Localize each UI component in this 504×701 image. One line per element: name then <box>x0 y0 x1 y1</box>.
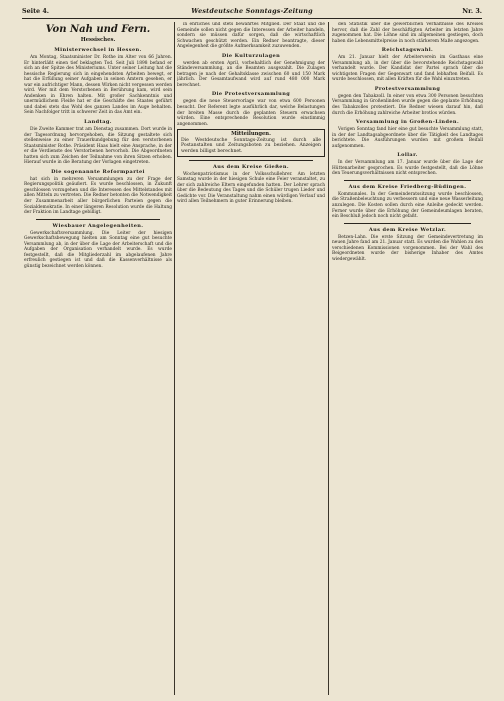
article-heading: Landtag. <box>84 119 112 126</box>
article-text: gegen den Tabakzoll. In einer von etwa 300 Personen besuchten Versammlung in Großenlinden wurde gegen die geplante Erhöhung des Tabakzolles protestiert. Die Redner wiesen darauf hin, daß durch die Erhöhung zahlreiche Arbeiter brotlos würden. <box>332 93 483 116</box>
article-heading: Lollar. <box>397 152 418 159</box>
column-divider-2 <box>328 22 329 695</box>
article-text: Wochenpatriotismus in der Volksschullehrer. Am letzten Samstag wurde in der hiesigen Schule eine Feier veranstaltet, zu der sich zahlreiche Eltern eingefunden hatten. Der Lehrer sprach über die Bedeutung des Tages und die Schüler trugen Lieder und Gedichte vor. Die Veranstaltung nahm einen würdigen Verlauf und wird allen Teilnehmern in guter Erinnerung bleiben. <box>177 171 325 205</box>
article-text: Am 21. Januar hielt der Arbeiterverein im Gasthaus eine Versammlung ab, in der über die bevorstehende Reichstagswahl verhandelt wurde. Der Kandidat der Partei sprach über die wichtigsten Fragen der Gegenwart und fand lebhaften Beifall. Es wurde beschlossen, mit allen Kräften für die Wahl einzutreten. <box>332 55 483 83</box>
issue-number: Nr. 3. <box>462 7 482 15</box>
article-text: Am Montag, Staatsminister Dr. Rothe im Alter von 66 Jahren. Er hinterläßt einen tief beklagten Tod. Seit Juli 1898 befand er sich an der Spitze des Ministeriums. Unter seiner Leitung hat die hessische Regierung sich in eingehendsten Arbeiten bewegt, er hat die Erfüllung seiner Aufgaben in seinen Ämtern gesehen, er war ein aufrichtiger Mann, dessen Wirken nicht vergessen werden wird. Wer mit dem Verstorbenen in Berührung kam, wird sein Andenken in Ehren halten. Mit großer Sachkenntnis und unermüdlichem Fleiße hat er die Geschäfte des Staates geführt und dabei stets das Wohl des ganzen Landes im Auge behalten. Sein Nachfolger tritt in schwerer Zeit in das Amt ein. <box>24 55 172 116</box>
page-header <box>22 6 482 18</box>
article-heading: Aus dem Kreise Wetzlar. <box>368 226 447 233</box>
article-text: In der Versammlung am 17. Januar wurde über die Lage der Hüttenarbeiter gesprochen. Es wurde festgestellt, daß die Löhne den Teuerungsverhältnissen nicht entsprechen. <box>332 160 483 177</box>
article-text: Vorigen Sonntag fand hier eine gut besuchte Versammlung statt, in der der Landtagsabgeordnete über die Tätigkeit des Landtages berichtete. Die Ausführungen wurden mit großem Beifall aufgenommen. <box>332 127 483 149</box>
article-heading: Die Kulturzulagen <box>221 52 281 59</box>
article-text: werden ab ersten April, vorbehaltlich der Genehmigung der Ständeversammlung, an die Beamten ausgezahlt. Die Zulagen betragen je nach der Gehaltsklasse zwischen 60 und 150 Mark jährlich. Der Gesamtaufwand wird auf rund 480 000 Mark berechnet. <box>177 60 325 88</box>
article-separator <box>189 160 313 161</box>
article-text: Die Zweite Kammer trat am Dienstag zusammen. Dort wurde in der Tagesordnung hervorgehoben, die Sitzung gestaltete sich stellenweise zu einer Trauerkundgebung für den verstorbenen Staatsminister Rothe. Präsident Haas hielt eine Ansprache, in der er die Verdienste des Verstorbenen hervorhob. Die Abgeordneten hatten sich zum Zeichen der Teilnahme von ihren Sitzen erhoben. Hierauf wurde in die Beratung der Vorlagen eingetreten. <box>24 127 172 166</box>
article-text: in ehrliches und stets bewährtes Mitglied. Der Staat und die Gemeinde sollen nicht gegen die Interessen der Arbeiter handeln, sondern sie müssen dafür sorgen, daß die wirtschaftlich Schwachen geschützt werden. Ein Redner beantragte, dieser Angelegenheit die größte Aufmerksamkeit zuzuwenden. <box>177 22 325 50</box>
newspaper-name: Westdeutsche Sonntags-Zeitung <box>191 7 313 15</box>
article-text: hat sich in mehreren Versammlungen zu der Frage der Regierungspolitik geäußert. Es wurde beschlossen, in Zukunft geschlossen vorzugehen und die Interessen des Mittelstandes mit allen Mitteln zu vertreten. Die Redner betonten die Notwendigkeit der Zusammenarbeit aller bürgerlichen Parteien gegen die Sozialdemokratie. In einer längeren Resolution wurde die Haltung der Fraktion im Landtage gebilligt. <box>24 176 172 216</box>
notice-box <box>177 129 325 156</box>
article-heading: Die sogenannte Reformpartei <box>51 168 145 175</box>
article-heading: Die Protestversammlung <box>211 91 291 98</box>
article-separator <box>344 180 471 181</box>
article-separator <box>344 223 471 224</box>
article-text: den Statistik über die gewerblichen Verhältnisse des Kreises hervor, daß die Zahl der beschäftigten Arbeiter im letzten Jahre zugenommen hat. Die Löhne sind im allgemeinen gestiegen, doch haben die Lebensmittelpreise in noch stärkerem Maße angezogen. <box>332 22 483 44</box>
article-heading: Ministerwechsel in Hessen. <box>54 47 142 53</box>
header-divider <box>22 18 482 19</box>
article-text: Kommunales. In der Gemeinderatssitzung wurde beschlossen, die Straßenbeleuchtung zu verbessern und eine neue Wasserleitung anzulegen. Die Kosten sollen durch eine Anleihe gedeckt werden. Ferner wurde über die Erhöhung der Gemeindeumlagen beraten, ein Beschluß jedoch noch nicht gefaßt. <box>332 191 483 220</box>
section-title: Von Nah und Fern. <box>45 24 151 35</box>
column-1 <box>24 22 172 695</box>
article-heading: Protestversammlung <box>374 85 441 92</box>
article-heading: Versammlung in Großen-Linden. <box>355 119 460 126</box>
column-2 <box>177 22 325 695</box>
article-heading: Wiesbauer Angelegenheiten. <box>52 222 144 229</box>
notice-text: Die Westdeutsche Sonntags-Zeitung ist durch alle Postanstalten und Zeitungsboten zu beziehen. Anzeigen werden billigst berechnet. <box>181 137 321 154</box>
article-heading: Reichstagswahl. <box>381 47 434 54</box>
article-text: gegen die neue Steuervorlage war von etwa 600 Personen besucht. Der Referent legte ausführlich dar, welche Belastungen der breiten Masse durch die geplanten Steuern erwachsen würden. Eine entsprechende Resolution wurde einstimmig angenommen. <box>177 99 325 127</box>
section-subtitle: Hessisches. <box>80 37 116 43</box>
article-separator <box>36 219 160 220</box>
article-text: Gewerkschaftsversammlung. Die Leiter der hiesigen Gewerkschaftsbewegung hielten am Sonntag eine gut besuchte Versammlung ab, in der über die Lage der Arbeiterschaft und die Aufgaben der Organisation verhandelt wurde. Es wurde festgestellt, daß die Mitgliederzahl im abgelaufenen Jahre erfreulich gestiegen ist und daß die Kassenverhältnisse als günstig bezeichnet werden können. <box>24 230 172 269</box>
article-text: Betzen-Lahn. Die erste Sitzung der Gemeindevertretung im neuen Jahre fand am 21. Januar statt. Es wurden die Wahlen zu den verschiedenen Kommissionen vorgenommen. Bei der Wahl des Beigeordneten wurde der bisherige Inhaber des Amtes wiedergewählt. <box>332 234 483 262</box>
page-number: Seite 4. <box>22 7 50 15</box>
article-heading: Aus dem Kreise Friedberg-Büdingen. <box>348 183 467 190</box>
column-3 <box>332 22 483 695</box>
article-heading: Aus dem Kreise Gießen. <box>212 163 290 170</box>
column-divider-1 <box>174 22 175 695</box>
notice-title: Mitteilungen. <box>231 131 271 138</box>
